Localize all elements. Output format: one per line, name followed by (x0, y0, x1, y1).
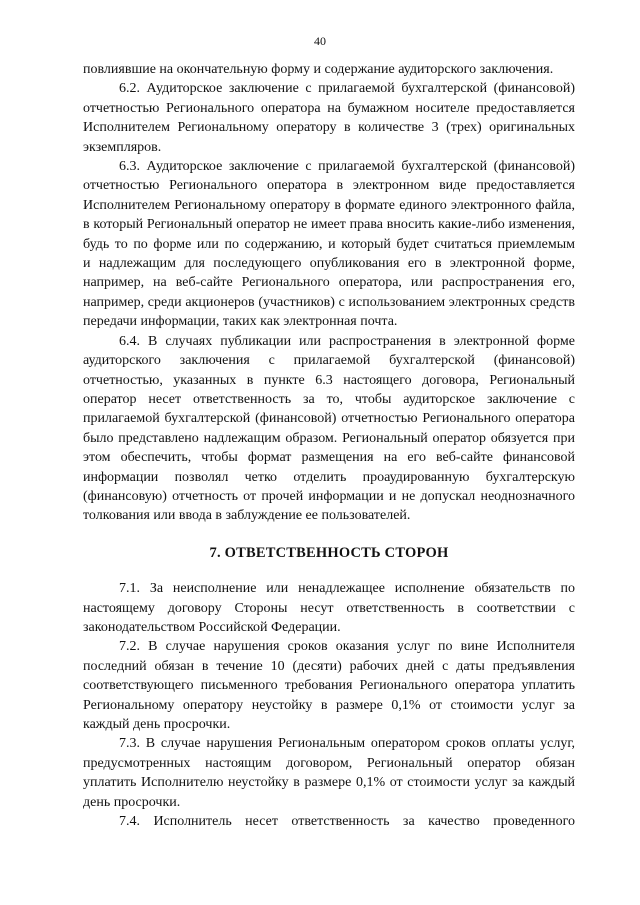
paragraph: 7.2. В случае нарушения сроков оказания услуг по вине Исполнителя последний обязан в течение 10 (десяти) рабочих дней с даты предъявления соответствующего письменного требования Регионального оператора уплатить Региональному оператору неустойку в размере 0,1% от стоимости услуг за каждый день просрочки. (83, 639, 575, 732)
paragraph: 7.4. Исполнитель несет ответственность за качество проведенного (119, 814, 575, 830)
paragraph: 6.3. Аудиторское заключение с прилагаемой бухгалтерской (финансовой) отчетностью Регионального оператора в электронном виде предоставляется Исполнителем Региональному оператору в формате единого электронного файла, (83, 159, 575, 213)
paragraph: 7.1. За неисполнение или ненадлежащее исполнение обязательств по настоящему договору Стороны несут ответственность в соответствии с законодательством Российской Федерации. (83, 581, 575, 635)
paragraph: и надлежащим для последующего опубликования его в электронной форме, например, на веб-сайте Регионального оператора, или распространения его, например, среди акционеров (участников) с использованием электронных средств передачи информации, таких как электронная почта. (83, 256, 575, 330)
page-content (83, 60, 575, 831)
paragraph: 7.3. В случае нарушения Региональным оператором сроков оплаты услуг, предусмотренных настоящим договором, Региональный оператор обязан уплатить Исполнителю неустойку в размере 0,1% от стоимости услуг за каждый день просрочки. (83, 736, 575, 810)
paragraph: повлиявшие на окончательную форму и содержание аудиторского заключения. (83, 62, 554, 77)
section-heading: 7. ОТВЕТСТВЕННОСТЬ СТОРОН (209, 544, 449, 561)
paragraph: 6.2. Аудиторское заключение с прилагаемой бухгалтерской (финансовой) отчетностью Регионального оператора на бумажном носителе предоставляется Исполнителем Региональному оператору в количестве 3 (трех) оригинальных экземпляров. (83, 81, 575, 155)
page-number: 40 (314, 34, 326, 48)
paragraph: 6.4. В случаях публикации или распространения в электронной форме аудиторского заключения с прилагаемой бухгалтерской (финансовой) отчетностью, указанных в пункте 6.3 настоящего договора, Региональный оператор несет ответственность за то, чтобы аудиторское заключение с прилагаемой бухгалтерской (финансовой) отчетностью Регионального оператора было представлено надлежащим образом. Региональный оператор обязуется при этом обеспечить, чтобы формат размещения на его веб-сайте финансовой информации позволял четко отделить проаудированную бухгалтерскую (финансовую) отчетность от прочей информации и не допускал неоднозначного толкования или ввода в заблуждение ее пользователей. (83, 333, 575, 524)
paragraph: в который Региональный оператор не имеет права вносить какие-либо изменения, будь то по форме или по содержанию, и который будет считаться приемлемым (83, 217, 575, 252)
